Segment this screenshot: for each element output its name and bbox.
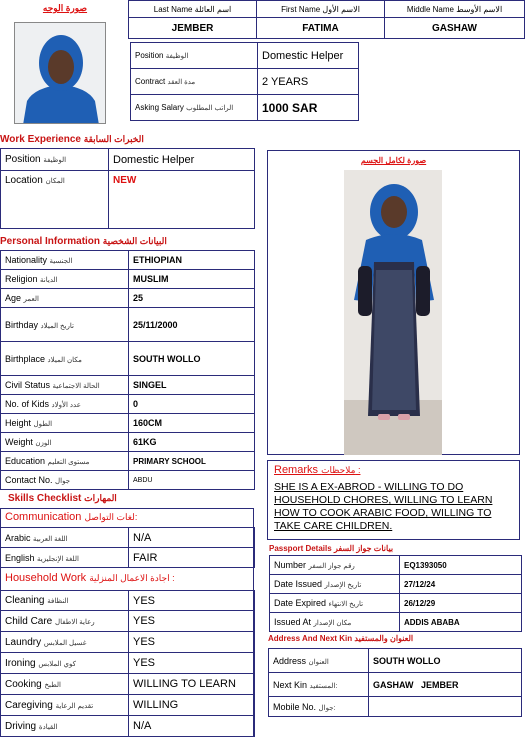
- height-value: 160CM: [129, 414, 255, 433]
- personal-row: [1, 251, 255, 270]
- personal-row: [1, 289, 255, 308]
- skill-label-ar: تقديم الرعاية: [55, 702, 94, 710]
- personal-label-ar: الحالة الاجتماعية: [52, 383, 100, 390]
- address-row: [269, 649, 522, 673]
- personal-info-heading: [0, 236, 167, 247]
- next-kin-value: GASHAW JEMBER: [369, 673, 522, 697]
- address-label: Next Kin: [273, 679, 308, 690]
- work-experience-heading: [0, 134, 144, 145]
- personal-label: Education: [5, 456, 46, 466]
- nationality-value: ETHIOPIAN: [129, 251, 255, 270]
- laundry-value: YES: [129, 632, 255, 653]
- household-title-ar: اجادة الاعمال المنزلية :: [89, 573, 175, 583]
- communication-title: Communication: [5, 511, 82, 523]
- salary-label: Asking Salary: [135, 103, 184, 112]
- skill-label-ar: غسيل الملابس: [43, 639, 87, 647]
- personal-label: Age: [5, 293, 22, 303]
- household-row: [1, 716, 255, 737]
- skill-label-ar: النظافة: [47, 598, 69, 605]
- contract-value: 2 YEARS: [258, 69, 359, 95]
- address-label-ar: جوال:: [318, 704, 336, 712]
- passport-label: Number: [274, 560, 307, 570]
- first-name-value: FATIMA: [257, 18, 385, 39]
- personal-label-ar: الجنسية: [49, 258, 73, 265]
- personal-row: [1, 342, 255, 376]
- personal-label-ar: جوال: [55, 478, 71, 485]
- language-label-ar: اللغة الإنجليزية: [37, 555, 79, 563]
- passport-row: [270, 613, 522, 632]
- face-photo-label: صورة الوجه: [42, 3, 88, 13]
- work-experience-title-ar: الخبرات السابقة: [83, 134, 144, 144]
- personal-info-title-ar: البيانات الشخصية: [102, 236, 167, 246]
- personal-label-ar: عدد الأولاد: [51, 402, 81, 409]
- remarks-text: SHE IS A EX-ABROD - WILLING TO DO HOUSEHOLD CHORES, WILLING TO LEARN HOW TO COOK ARABIC FOOD, WILLING TO TAKE CARE CHILDREN.: [274, 481, 493, 532]
- work-experience-title: Work Experience: [0, 134, 81, 145]
- passport-number-value: EQ1393050: [400, 556, 522, 575]
- last-name-label: Last Name اسم العائلة: [129, 1, 257, 18]
- address-table: [268, 648, 522, 717]
- remarks-title: Remarks: [274, 464, 319, 476]
- salary-value: 1000 SAR: [258, 95, 359, 121]
- date-issued-value: 27/12/24: [400, 575, 522, 594]
- passport-heading: [269, 544, 393, 553]
- household-row: [1, 632, 255, 653]
- kids-value: 0: [129, 395, 255, 414]
- language-label-ar: اللغة العربية: [33, 535, 68, 543]
- household-title: Household Work: [5, 572, 87, 584]
- personal-label: Contact No.: [5, 475, 53, 485]
- skills-heading: [8, 493, 117, 504]
- address-title: Address And Next Kin: [268, 634, 353, 643]
- skill-label-ar: القيادة: [38, 723, 58, 731]
- personal-label-ar: مكان الميلاد: [47, 356, 82, 364]
- civil-status-value: SINGEL: [129, 376, 255, 395]
- remarks-heading: [274, 464, 360, 476]
- skill-label-ar: كوي الملابس: [38, 660, 76, 668]
- passport-label-ar: تاريخ الإصدار: [324, 582, 362, 589]
- mobile-value: [369, 697, 522, 717]
- passport-table: [269, 555, 522, 632]
- language-label: Arabic: [5, 532, 31, 543]
- address-title-ar: العنوان والمستفيد: [354, 634, 414, 643]
- skill-label: Laundry: [5, 636, 42, 648]
- full-photo-label: صورة لكامل الجسم: [360, 156, 427, 165]
- personal-row: [1, 433, 255, 452]
- middle-name-label: Middle Name الاسم الأوسط: [385, 1, 525, 18]
- skill-label: Caregiving: [5, 699, 53, 711]
- first-name-label: First Name الاسم الأول: [257, 1, 385, 18]
- passport-label-ar: رقم جواز السفر: [308, 563, 355, 570]
- personal-label-ar: الطول: [33, 421, 53, 428]
- address-row: [269, 697, 522, 717]
- personal-row: [1, 376, 255, 395]
- personal-info-table: [0, 250, 255, 490]
- personal-label: Nationality: [5, 255, 48, 265]
- we-location-value: NEW: [109, 171, 255, 229]
- skill-label-ar: الطبخ: [44, 681, 61, 689]
- passport-title-ar: بيانات جواز السفر: [333, 544, 394, 553]
- skills-title: Skills Checklist: [8, 493, 82, 504]
- date-expired-value: 26/12/29: [400, 594, 522, 613]
- languages-table: [0, 527, 255, 568]
- remarks-title-ar: ملاحظات :: [321, 465, 361, 475]
- address-label: Address: [273, 655, 307, 666]
- household-row: [1, 674, 255, 695]
- passport-label: Date Issued: [274, 579, 323, 589]
- personal-row: [1, 414, 255, 433]
- full-body-photo-image: [344, 170, 442, 455]
- personal-row: [1, 270, 255, 289]
- work-experience-table: [0, 148, 255, 229]
- position-label-ar: الوظيفة: [165, 53, 189, 60]
- skill-label-ar: رعاية الاطفال: [55, 618, 95, 626]
- names-table: [128, 0, 525, 39]
- education-value: PRIMARY SCHOOL: [129, 452, 255, 471]
- driving-value: N/A: [129, 716, 255, 737]
- face-photo: [14, 22, 106, 124]
- passport-label-ar: مكان الإصدار: [313, 620, 352, 627]
- address-heading: [268, 634, 413, 643]
- ironing-value: YES: [129, 653, 255, 674]
- caregiving-value: WILLING: [129, 695, 255, 716]
- household-table: [0, 590, 255, 737]
- we-position-value: Domestic Helper: [109, 149, 255, 171]
- salary-label-ar: الراتب المطلوب: [186, 105, 234, 112]
- household-heading: [5, 572, 175, 584]
- personal-label-ar: الديانة: [40, 277, 58, 284]
- passport-row: [270, 594, 522, 613]
- personal-label: Religion: [5, 274, 38, 284]
- language-label: English: [5, 552, 35, 563]
- contract-label: Contract: [135, 77, 166, 86]
- personal-label-ar: الوزن: [35, 440, 52, 447]
- communication-heading: [5, 511, 137, 523]
- language-row: [1, 528, 255, 548]
- skill-label: Cleaning: [5, 595, 45, 606]
- cooking-value: WILLING TO LEARN: [129, 674, 255, 695]
- address-label-ar: المستفيد:: [309, 682, 338, 690]
- age-value: 25: [129, 289, 255, 308]
- personal-row: [1, 452, 255, 471]
- skill-label: Cooking: [5, 678, 42, 690]
- household-row: [1, 695, 255, 716]
- birthday-value: 25/11/2000: [129, 308, 255, 342]
- passport-label: Date Expired: [274, 598, 327, 608]
- address-row: [269, 673, 522, 697]
- job-table: [130, 42, 359, 121]
- we-position-label: Position: [5, 154, 41, 165]
- personal-info-title: Personal Information: [0, 236, 101, 247]
- contract-label-ar: مدة العقد: [167, 79, 196, 86]
- personal-label: Height: [5, 418, 32, 428]
- address-label: Mobile No.: [273, 701, 317, 712]
- personal-label: Birthplace: [5, 353, 46, 364]
- personal-label-ar: مستوى التعليم: [47, 459, 90, 466]
- passport-label: Issued At: [274, 617, 312, 627]
- arabic-value: N/A: [129, 528, 255, 548]
- skill-label: Ironing: [5, 657, 36, 669]
- personal-label-ar: تاريخ الميلاد: [40, 322, 74, 330]
- face-photo-image: [15, 23, 106, 124]
- personal-label-ar: العمر: [23, 296, 39, 303]
- middle-name-value: GASHAW: [385, 18, 525, 39]
- we-location-label: Location: [5, 175, 43, 186]
- personal-label: No. of Kids: [5, 399, 50, 409]
- personal-row: [1, 471, 255, 490]
- personal-row: [1, 395, 255, 414]
- religion-value: MUSLIM: [129, 270, 255, 289]
- we-position-label-ar: الوظيفة: [43, 157, 67, 164]
- language-row: [1, 548, 255, 568]
- household-row: [1, 591, 255, 611]
- skill-label: Child Care: [5, 615, 53, 627]
- position-label: Position: [135, 51, 164, 60]
- child-care-value: YES: [129, 611, 255, 632]
- position-value: Domestic Helper: [258, 43, 359, 69]
- passport-title: Passport Details: [269, 544, 332, 553]
- passport-row: [270, 575, 522, 594]
- household-row: [1, 653, 255, 674]
- personal-row: [1, 308, 255, 342]
- personal-label: Birthday: [5, 319, 39, 330]
- full-body-photo: [344, 170, 442, 455]
- last-name-value: JEMBER: [129, 18, 257, 39]
- passport-row: [270, 556, 522, 575]
- we-location-label-ar: المكان: [45, 178, 65, 185]
- communication-title-ar: لغات التواصل:: [84, 512, 138, 522]
- english-value: FAIR: [129, 548, 255, 568]
- address-label-ar: العنوان: [308, 658, 329, 666]
- skills-title-ar: المهارات: [84, 493, 117, 503]
- issued-at-value: ADDIS ABABA: [400, 613, 522, 632]
- passport-label-ar: تاريخ الانتهاء: [328, 601, 364, 608]
- household-row: [1, 611, 255, 632]
- birthplace-value: SOUTH WOLLO: [129, 342, 255, 376]
- skill-label: Driving: [5, 720, 37, 732]
- contact-value: ABDU: [129, 471, 255, 490]
- weight-value: 61KG: [129, 433, 255, 452]
- personal-label: Civil Status: [5, 380, 51, 390]
- cleaning-value: YES: [129, 591, 255, 611]
- address-value: SOUTH WOLLO: [369, 649, 522, 673]
- personal-label: Weight: [5, 437, 33, 447]
